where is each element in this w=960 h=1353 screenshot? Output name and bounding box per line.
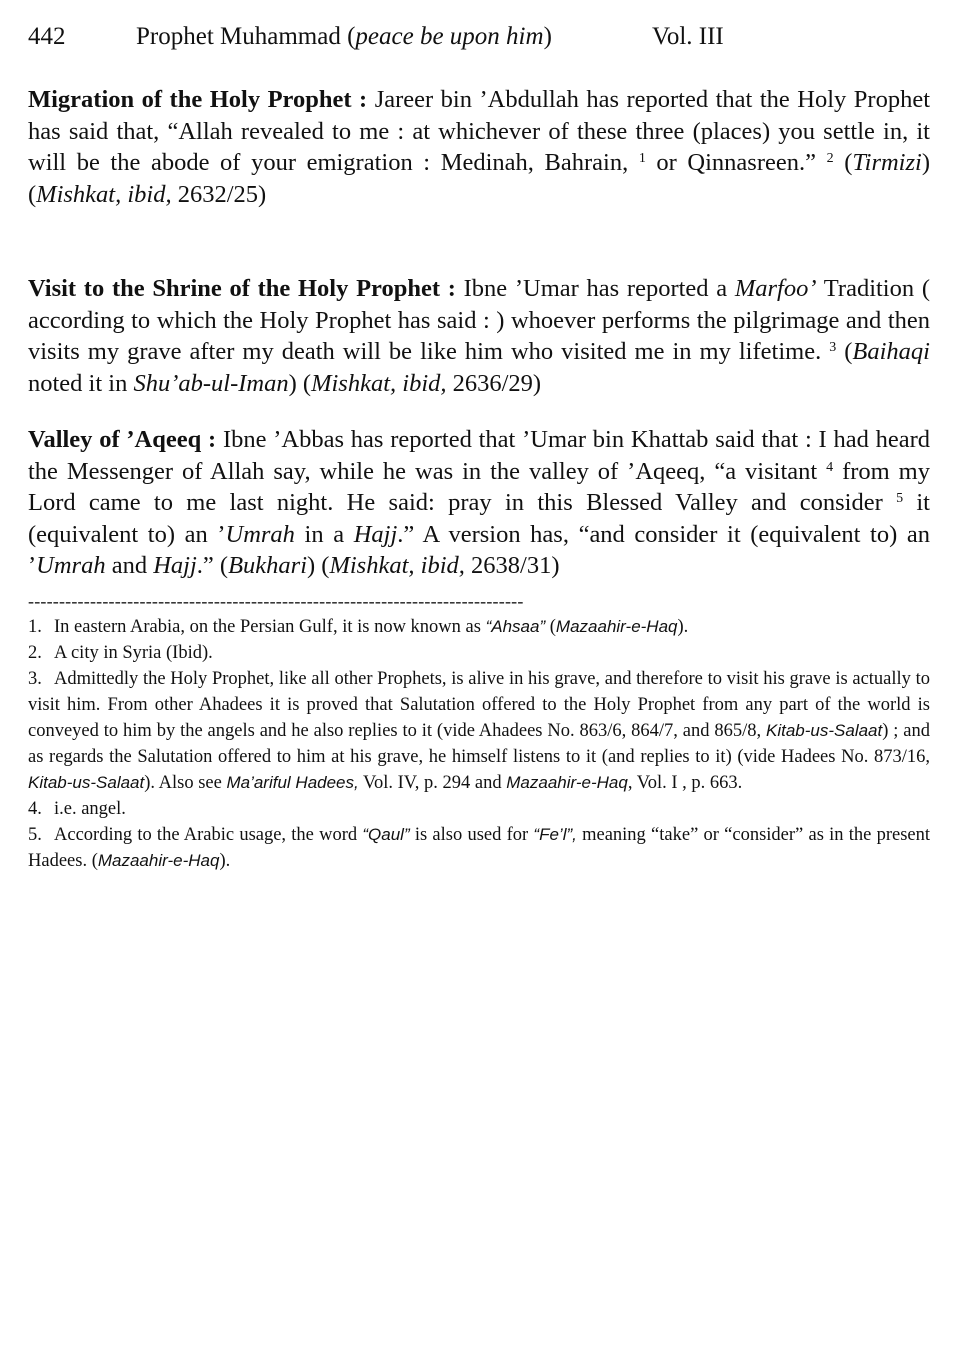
footnote-text: i.e. angel. xyxy=(54,798,126,819)
citation-italic: Baihaqi xyxy=(852,338,930,365)
footnote-ref[interactable]: 3 xyxy=(829,340,837,355)
footnote-number: 1. xyxy=(28,616,42,637)
body-text: from my Lord came to me last night. He said: pray in this Blessed Valley and consider xyxy=(28,457,930,516)
citation-italic: Tirmizi xyxy=(852,149,922,176)
footnote-text: A city in Syria (Ibid). xyxy=(54,642,213,663)
footnote-text: Admittedly the Holy Prophet, like all other Prophets, is alive in his grave, and therefore to visit his grave is actually to visit him. From other Ahadees it is proved that Salutation offered to the Holy Prophet from any part of the world is conveyed to him by the angels and he also replies to it (vide Ahadees No. 863/6, 864/7, and 865/8, xyxy=(28,668,930,741)
section-valley-aqeeq xyxy=(28,424,930,582)
footnote-2 xyxy=(28,640,930,666)
body-text: noted it in xyxy=(28,369,134,397)
term-italic: Umrah xyxy=(225,520,295,548)
section-visit-shrine xyxy=(28,273,930,399)
footnote-1 xyxy=(28,614,930,640)
section-migration xyxy=(28,84,930,210)
footnote-italic: Kitab-us-Salaat xyxy=(28,772,145,792)
footnote-text: , Vol. I , p. 663. xyxy=(627,772,743,793)
section-heading: Visit to the Shrine of the Holy Prophet : xyxy=(28,275,456,302)
footnote-italic: “Fe’l”, xyxy=(533,824,577,844)
body-text: ) ( xyxy=(288,369,312,397)
body-text: it (equivalent to) an ’ xyxy=(28,489,930,548)
body-text: .” A version has, “and consider it (equivalent to) an ’ xyxy=(28,520,930,579)
book-page xyxy=(28,20,930,874)
footnote-4 xyxy=(28,796,930,822)
body-text: ) ( xyxy=(307,552,330,579)
body-text: ) ( xyxy=(28,149,930,208)
footnote-number: 4. xyxy=(28,798,42,819)
volume-label: Vol. III xyxy=(652,23,724,50)
footnote-italic: Mazaahir-e-Haq xyxy=(555,616,678,636)
footnote-number: 5. xyxy=(28,824,42,845)
book-title-italic: peace be upon him xyxy=(355,23,544,50)
body-text: 2638/31) xyxy=(464,552,560,579)
body-text: ( xyxy=(833,149,853,176)
body-text: 2636/29) xyxy=(446,369,542,397)
term-italic: Hajj xyxy=(353,520,398,548)
page-number: 442 xyxy=(28,23,66,50)
body-text: or Qinnasreen.” xyxy=(645,149,827,176)
footnote-italic: Kitab-us-Salaat xyxy=(766,720,883,740)
footnote-italic: “Qaul” xyxy=(362,824,410,844)
body-text: Ibne ’Umar has reported a xyxy=(455,275,735,302)
footnote-3 xyxy=(28,666,930,796)
term-italic: Umrah xyxy=(36,552,106,579)
body-text: in a xyxy=(294,520,354,548)
section-heading: Migration of the Holy Prophet : xyxy=(28,86,368,113)
footnote-italic: Mazaahir-e-Haq xyxy=(506,772,628,792)
body-text: .” ( xyxy=(196,552,229,579)
citation-italic: Mishkat, ibid, xyxy=(311,369,447,397)
body-text: 2632/25) xyxy=(171,180,267,208)
footnote-text: is also used for xyxy=(409,824,534,845)
body-text: Jareer bin ’Abdullah has reported that the Holy Prophet has said that, “Allah revealed to me : at whichever of these three (places) you settle in, it will be the abode of your emigration : Medinah, Bahrain, xyxy=(28,86,930,176)
footnote-text: Vol. IV, p. 294 and xyxy=(358,772,507,793)
footnote-italic: Ma’ariful Hadees, xyxy=(226,772,359,792)
footnote-italic: “Ahsaa” xyxy=(485,616,546,636)
footnote-ref[interactable]: 4 xyxy=(826,459,834,475)
footnote-text: In eastern Arabia, on the Persian Gulf, it is now known as xyxy=(54,616,486,637)
footnote-italic: Mazaahir-e-Haq xyxy=(97,850,220,870)
footnote-text: ( xyxy=(545,616,556,637)
citation-italic: Mishkat, ibid, xyxy=(329,552,465,579)
body-text: Ibne ’Abbas has reported that ’Umar bin Khattab said that : I had heard the Messenger of Allah say, while he was in the valley of ’Aqeeq, “a visitant xyxy=(28,426,930,485)
citation-italic: Mishkat, ibid, xyxy=(36,180,172,208)
running-head xyxy=(28,20,930,54)
body-text: Tradition ( according to which the Holy Prophet has said : ) whoever performs the pilgrimage and then visits my grave after my death will be like him who visited me in my lifetime. xyxy=(28,275,930,365)
footnote-ref[interactable]: 1 xyxy=(638,151,646,166)
section-heading: Valley of ’Aqeeq : xyxy=(28,426,217,453)
footnote-number: 3. xyxy=(28,668,42,689)
book-title-close: ) xyxy=(543,23,552,50)
term-italic: Hajj xyxy=(153,552,197,579)
footnote-5 xyxy=(28,822,930,874)
footnote-ref[interactable]: 5 xyxy=(896,491,904,506)
footnote-text: According to the Arabic usage, the word xyxy=(54,824,363,845)
body-text: ( xyxy=(836,338,853,365)
term-italic: Marfoo’ xyxy=(734,275,817,302)
citation-italic: Bukhari xyxy=(228,552,308,579)
book-title-text: Prophet Muhammad ( xyxy=(136,23,356,50)
body-text: and xyxy=(105,552,154,579)
footnote-text: ). Also see xyxy=(144,772,227,793)
footnote-text: ). xyxy=(219,850,231,871)
footnotes xyxy=(28,614,930,874)
footnote-ref[interactable]: 2 xyxy=(826,151,834,166)
footnote-text: meaning “take” or “consider” as in the present Hadees. ( xyxy=(28,824,930,871)
book-title xyxy=(136,20,652,54)
footnote-separator: -------------------------------------------------------------------------------- xyxy=(28,591,524,610)
footnote-number: 2. xyxy=(28,642,42,663)
citation-italic: Shu’ab-ul-Iman xyxy=(133,369,289,397)
footnote-text: ). xyxy=(677,616,689,637)
footnote-text: ) ; and as regards the Salutation offered to him at his grave, he himself listens to it (and replies to it) (vide Hadees No. 873/16, xyxy=(28,720,931,767)
